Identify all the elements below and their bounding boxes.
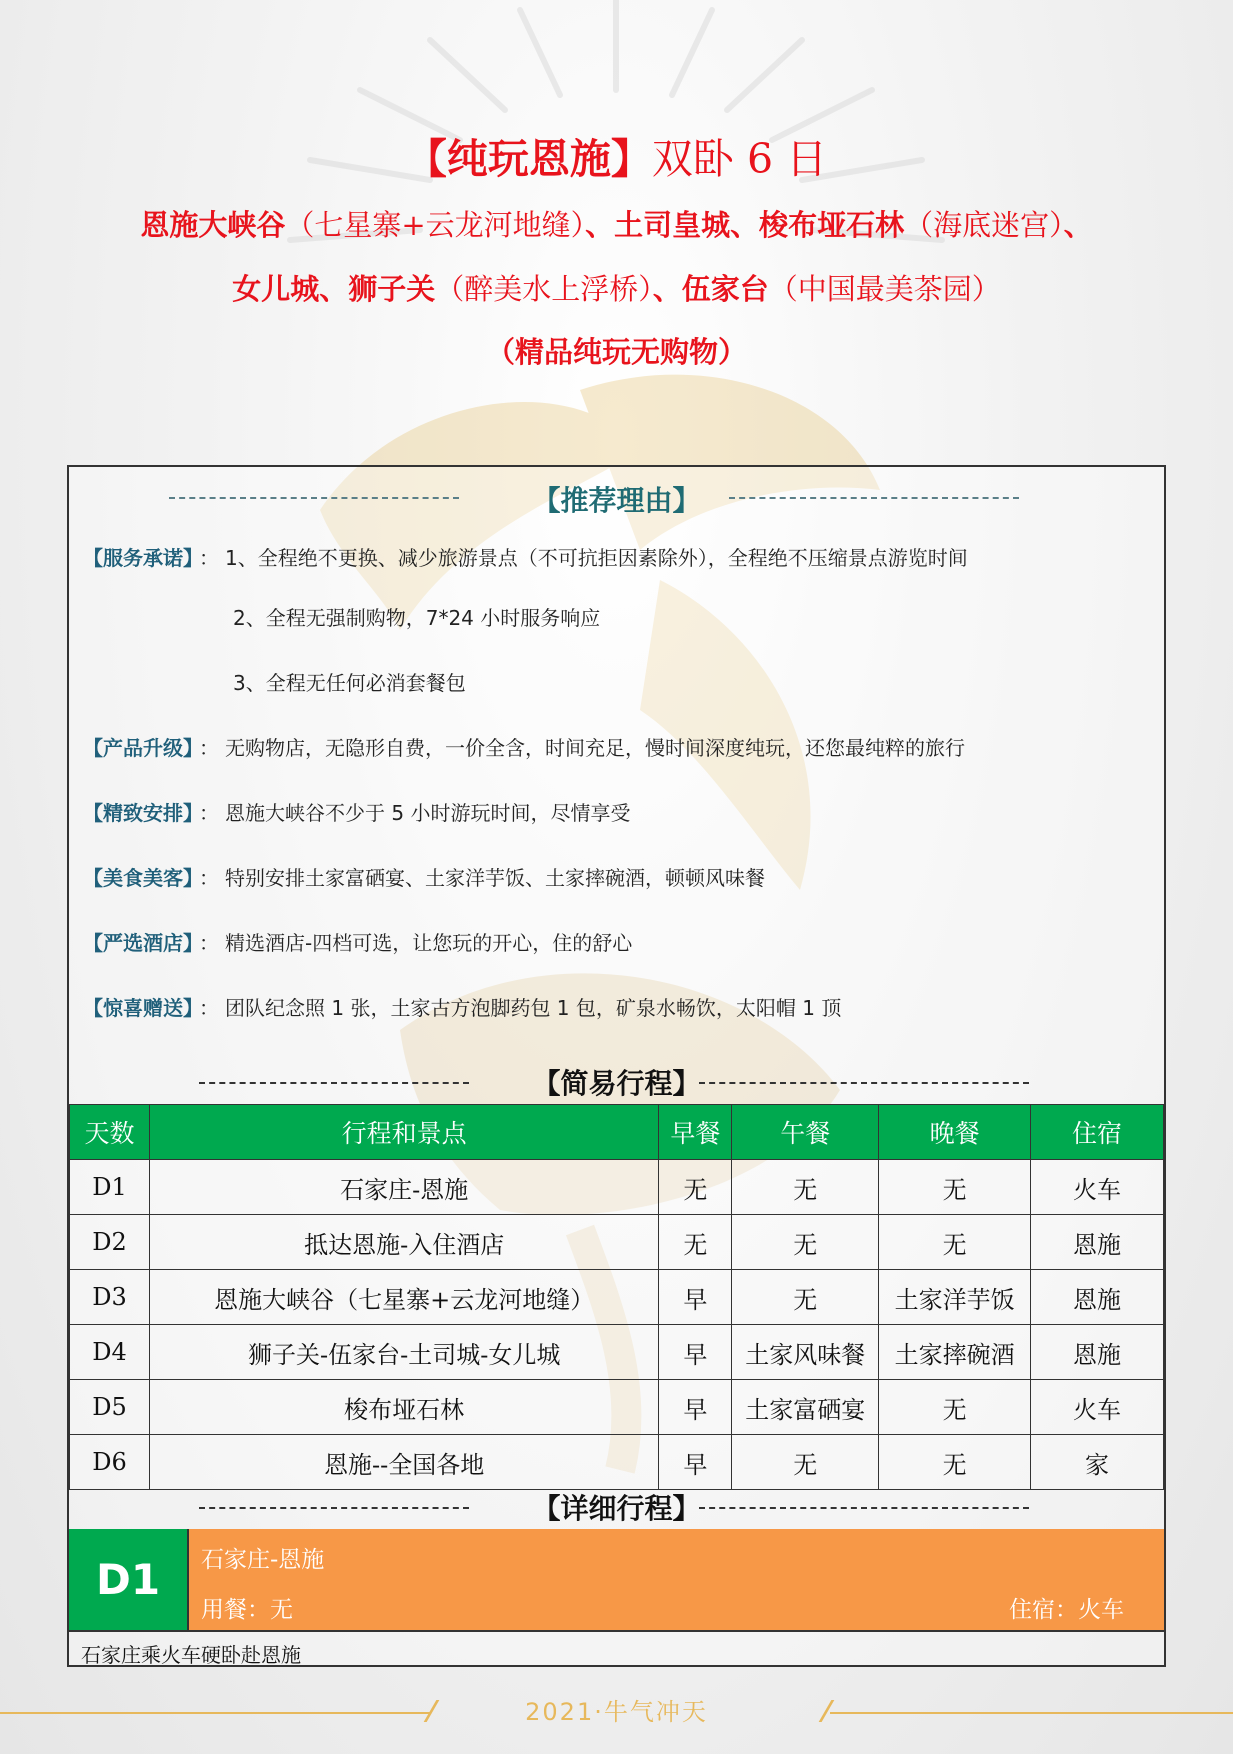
reason-arrangement: 【精致安排】 ： 恩施大峡谷不少于 5 小时游玩时间，尽情享受 [83, 801, 631, 825]
day-badge: D1 [69, 1529, 189, 1630]
footer-line-right [830, 1712, 1233, 1714]
day-description: 石家庄乘火车硬卧赴恩施 [81, 1643, 301, 1667]
day-route: 石家庄-恩施 [201, 1547, 325, 1573]
table-row: D6 恩施--全国各地 早 无 无 家 [70, 1435, 1164, 1490]
divider [729, 497, 1019, 499]
reason-upgrade: 【产品升级】 ： 无购物店，无隐形自费，一价全含，时间充足，慢时间深度纯玩，还您最纯粹的旅行 [83, 736, 965, 760]
simple-itinerary-table [69, 1104, 1164, 1490]
col-route: 行程和景点 [149, 1105, 658, 1160]
table-row: D2 抵达恩施-入住酒店 无 无 无 恩施 [70, 1215, 1164, 1270]
col-breakfast: 早餐 [659, 1105, 732, 1160]
reason-gift: 【惊喜赠送】 ： 团队纪念照 1 张，土家古方泡脚药包 1 包，矿泉水畅饮，太阳帽 1 顶 [83, 996, 842, 1020]
divider [69, 1630, 1164, 1632]
divider [699, 1507, 1029, 1509]
day-meal: 用餐：无 [201, 1597, 293, 1623]
detail-itinerary-heading: 【详细行程】 [532, 1492, 701, 1525]
col-dinner: 晚餐 [879, 1105, 1031, 1160]
table-row: D3 恩施大峡谷（七星寨+云龙河地缝） 早 无 土家洋芋饭 恩施 [70, 1270, 1164, 1325]
table-header-row [70, 1105, 1164, 1160]
footer-slogan: 2021·牛气冲天 [525, 1698, 708, 1726]
title-rest: 双卧 6 日 [651, 135, 828, 183]
reason-service-item-2: 2、全程无强制购物，7*24 小时服务响应 [233, 606, 601, 630]
table-row: D1 石家庄-恩施 无 无 无 火车 [70, 1160, 1164, 1215]
title-bracket: 【纯玩恩施】 [405, 135, 652, 183]
page-title [0, 126, 1233, 185]
reason-hotel: 【严选酒店】 ： 精选酒店-四档可选，让您玩的开心，住的舒心 [83, 931, 633, 955]
col-lodging: 住宿 [1031, 1105, 1164, 1160]
col-lunch: 午餐 [732, 1105, 879, 1160]
col-day: 天数 [70, 1105, 150, 1160]
simple-itinerary-heading: 【简易行程】 [532, 1067, 701, 1100]
table-row: D4 狮子关-伍家台-土司城-女儿城 早 土家风味餐 土家摔碗酒 恩施 [70, 1325, 1164, 1380]
reason-service-item-3: 3、全程无任何必消套餐包 [233, 671, 466, 695]
day-lodging: 住宿：火车 [1009, 1597, 1124, 1623]
divider [699, 1082, 1029, 1084]
reasons-heading: 【推荐理由】 [532, 484, 701, 517]
table-row: D5 梭布垭石林 早 土家富硒宴 无 火车 [70, 1380, 1164, 1435]
day-info-panel [189, 1529, 1164, 1630]
reason-service: 【服务承诺】 ： 1、全程绝不更换、减少旅游景点（不可抗拒因素除外），全程绝不压缩景点游览时间 [83, 546, 968, 570]
day-detail-card [69, 1529, 1164, 1630]
itinerary-frame [67, 465, 1166, 1667]
subtitle-line-3: （精品纯玩无购物） [485, 335, 747, 369]
reason-food: 【美食美客】 ： 特别安排土家富硒宴、土家洋芋饭、土家摔碗酒，顿顿风味餐 [83, 866, 765, 890]
subtitle-line-1: 恩施大峡谷（七星寨+云龙河地缝）、土司皇城、梭布垭石林（海底迷宫）、 [140, 208, 1093, 242]
subtitle-line-2: 女儿城、狮子关（醉美水上浮桥）、伍家台（中国最美茶园） [232, 272, 1001, 306]
